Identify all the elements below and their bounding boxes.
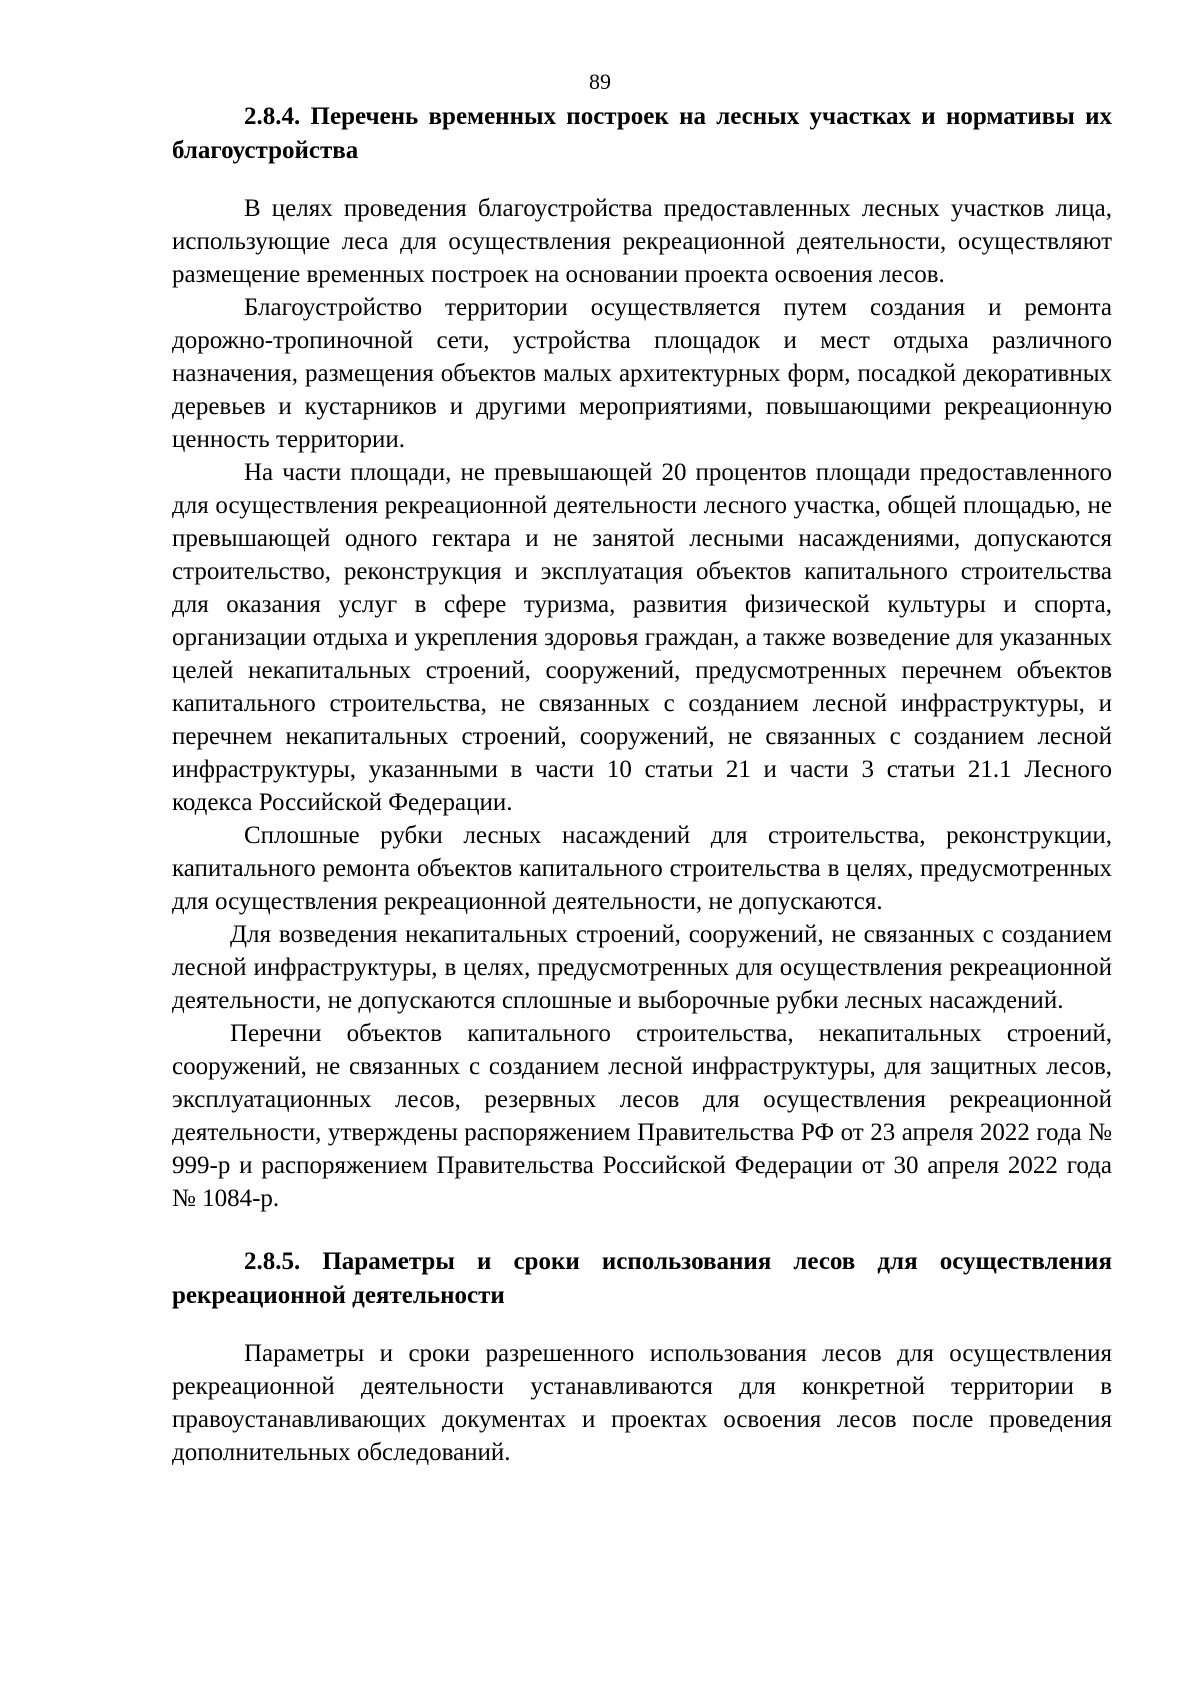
section-heading-2-8-5: 2.8.5. Параметры и сроки использования лесов для осуществления рекреационной деятельности: [172, 1248, 1112, 1309]
paragraph-government-orders: Перечни объектов капитального строительства, некапитальных строений, сооружений, не связанных с созданием лесной инфраструктуры, для защитных лесов, эксплуатационных лесов, резервных лесов для осуществления рекреационной деятельности, утверждены распоряжением Правительства РФ от 23 апреля 2022 года № 999-р и распоряжением Правительства Российской Федерации от 30 апреля 2022 года № 1084-р.: [172, 1020, 1112, 1212]
paragraph-capital-construction: На части площади, не превышающей 20 процентов площади предоставленного для осуществления рекреационной деятельности лесного участка, общей площадью, не превышающей одного гектара и не занятой лесными насаждениями, допускаются строительство, реконструкция и эксплуатация объектов капитального строительства для оказания услуг в сфере туризма, развития физической культуры и спорта, организации отдыха и укрепления здоровья граждан, а также возведение для указанных целей некапитальных строений, сооружений, предусмотренных перечнем объектов капитального строительства, не связанных с созданием лесной инфраструктуры, и перечнем некапитальных строений, сооружений, не связанных с созданием лесной инфраструктуры, указанными в части 10 статьи 21 и части 3 статьи 21.1 Лесного кодекса Российской Федерации.: [172, 459, 1112, 816]
paragraph-non-capital-structures: Для возведения некапитальных строений, сооружений, не связанных с созданием лесной инфраструктуры, в целях, предусмотренных для осуществления рекреационной деятельности, не допускаются сплошные и выборочные рубки лесных насаждений.: [172, 921, 1112, 1014]
paragraph-landscaping: Благоустройство территории осуществляется путем создания и ремонта дорожно-тропиночной сети, устройства площадок и мест отдыха различного назначения, размещения объектов малых архитектурных форм, посадкой декоративных деревьев и кустарников и другими мероприятиями, повышающими рекреационную ценность территории.: [172, 294, 1112, 453]
paragraph-usage-parameters: Параметры и сроки разрешенного использования лесов для осуществления рекреационной деятельности устанавливаются для конкретной территории в правоустанавливающих документах и проектах освоения лесов после проведения дополнительных обследований.: [172, 1340, 1112, 1466]
section-heading-2-8-4: 2.8.4. Перечень временных построек на лесных участках и нормативы их благоустройства: [172, 103, 1112, 164]
paragraph-clear-cutting: Сплошные рубки лесных насаждений для строительства, реконструкции, капитального ремонта объектов капитального строительства в целях, предусмотренных для осуществления рекреационной деятельности, не допускаются.: [172, 822, 1112, 915]
page-content: [172, 100, 1112, 1469]
paragraph-temporary-buildings: В целях проведения благоустройства предоставленных лесных участков лица, использующие леса для осуществления рекреационной деятельности, осуществляют размещение временных построек на основании проекта освоения лесов.: [172, 195, 1112, 288]
page-number: 89: [589, 69, 611, 94]
